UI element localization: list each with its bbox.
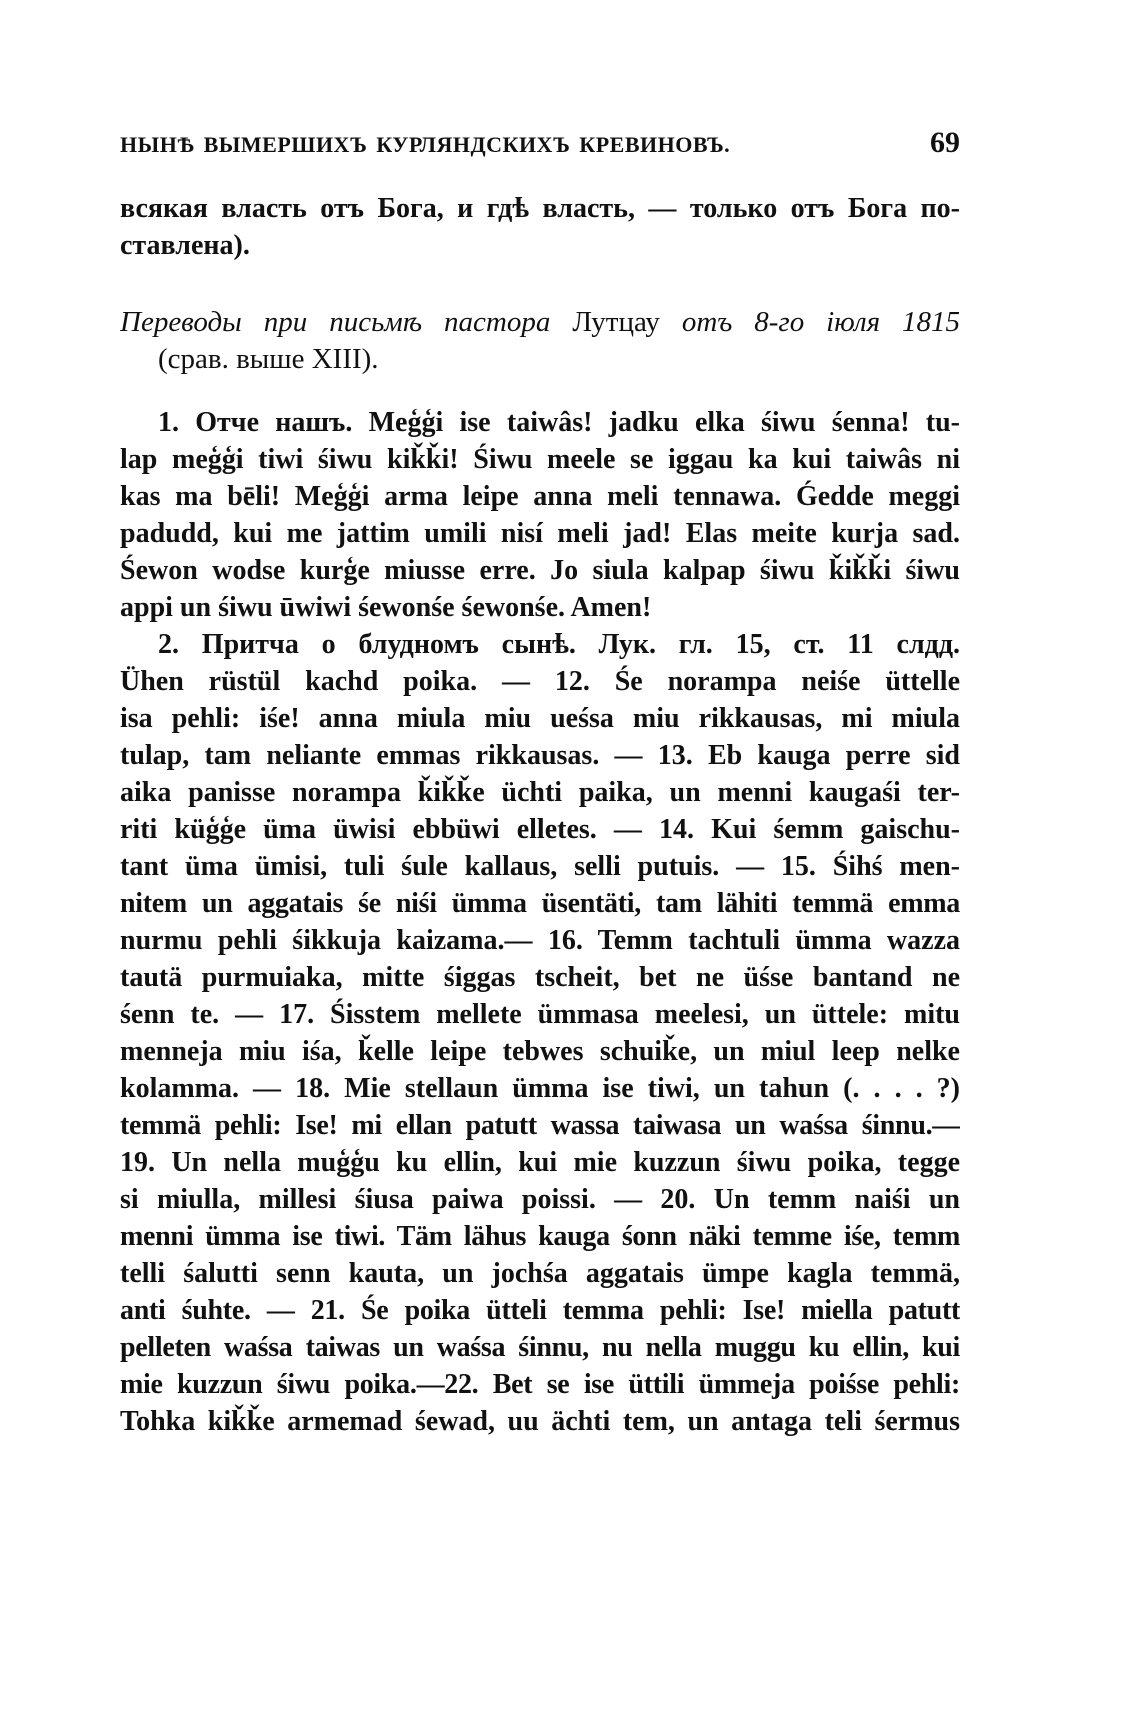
translation-body: [120, 404, 960, 1440]
running-head: НЫНѢ ВЫМЕРШИХЪ КУРЛЯНДСКИХЪ КРЕВИНОВЪ.: [120, 132, 731, 157]
text-line: Tohka kiǩǩe armemad śewad, uu ächti tem, un antaga teli śermus: [120, 1406, 960, 1437]
text-line: tant üma ümisi, tuli śule kallaus, selli putuis. — 15. Śihś men-: [120, 851, 960, 882]
text-line: isa pehli: iśe! anna miula miu ueśsa miu rikkausas, mi miula: [120, 703, 960, 734]
text-line: aika panisse norampa ǩiǩǩe üchti paika, un menni kaugaśi ter-: [120, 777, 960, 808]
text-line: temmä pehli: Ise! mi ellan patutt wassa taiwasa un waśsa śinnu.—: [120, 1110, 960, 1141]
text-line: Ühen rüstül kachd poika. — 12. Śe norampa neiśe üttelle: [120, 666, 960, 697]
text-line: menni ümma ise tiwi. Täm lähus kauga śonn näki temme iśe, temm: [120, 1221, 960, 1252]
page-header: [120, 126, 960, 166]
caption-italic-b: отъ 8-го іюля: [681, 306, 881, 338]
text-line: pelleten waśsa taiwas un waśsa śinnu, nu nella muggu ku ellin, kui: [120, 1332, 960, 1363]
section-caption: [120, 304, 960, 378]
text-line: nitem un aggatais śe niśi ümma üsentäti, tam lähiti temmä emma: [120, 888, 960, 919]
text-line: telli śalutti senn kauta, un jochśa aggatais ümpe kagla temmä,: [120, 1258, 960, 1289]
caption-name: Лутцау: [572, 306, 660, 338]
caption-line-1: [120, 304, 960, 341]
text-line: Śewon wodse kurģe miusse erre. Jo siula kalpap śiwu ǩiǩǩi śiwu: [120, 555, 960, 586]
page-text: [120, 190, 960, 1440]
page-number: 69: [930, 126, 960, 159]
text-line: 19. Un nella muģģu ku ellin, kui mie kuzzun śiwu poika, tegge: [120, 1147, 960, 1178]
caption-year: 1815: [902, 306, 960, 338]
caption-line-2: (срав. выше XIII).: [158, 343, 379, 375]
caption-italic-a: Переводы при письмѣ пастора: [120, 306, 551, 338]
text-line: si miulla, millesi śiusa paiwa poissi. — 20. Un temm naiśi un: [120, 1184, 960, 1215]
text-line: lap meģģi tiwi śiwu kiǩǩi! Śiwu meele se iggau ka kui taiwâs ni: [120, 444, 960, 475]
text-line: padudd, kui me jattim umili nisí meli jad! Elas meite kurja sad.: [120, 518, 960, 549]
intro-paragraph: [120, 190, 960, 264]
text-line: 2. Притча о блудномъ сынѣ. Лук. гл. 15, ст. 11 слдд.: [158, 629, 960, 660]
text-line: tulap, tam neliante emmas rikkausas. — 13. Eb kauga perre sid: [120, 740, 960, 771]
text-line: mie kuzzun śiwu poika.—22. Bet se ise üttili ümmeja poiśse pehli:: [120, 1369, 960, 1400]
text-line: tautä purmuiaka, mitte śiggas tscheit, bet ne üśse bantand ne: [120, 962, 960, 993]
text-line: 1. Отче нашъ. Meģģi ise taiwâs! jadku elka śiwu śenna! tu-: [158, 407, 960, 438]
text-line: riti küģģe üma üwisi ebbüwi elletes. — 14. Kui śemm gaischu-: [120, 814, 960, 845]
text-line: kolamma. — 18. Mie stellaun ümma ise tiwi, un tahun (. . . . ?): [120, 1073, 960, 1104]
text-line: anti śuhte. — 21. Śe poika ütteli temma pehli: Ise! miella patutt: [120, 1295, 960, 1326]
text-line: nurmu pehli śikkuja kaizama.— 16. Temm tachtuli ümma wazza: [120, 925, 960, 956]
text-line: ставлена).: [120, 230, 250, 261]
text-line: всякая власть отъ Бога, и гдѣ власть, — только отъ Бога по-: [120, 193, 960, 224]
text-line: menneja miu iśa, ǩelle leipe tebwes schuiǩe, un miul leep nelke: [120, 1036, 960, 1067]
text-line: appi un śiwu ūwiwi śewonśe śewonśe. Amen!: [120, 592, 652, 623]
text-line: kas ma bēli! Meģģi arma leipe anna meli tennawa. Ǵedde meggi: [120, 481, 960, 512]
text-line: śenn te. — 17. Śisstem mellete ümmasa meelesi, un üttele: mitu: [120, 999, 960, 1030]
